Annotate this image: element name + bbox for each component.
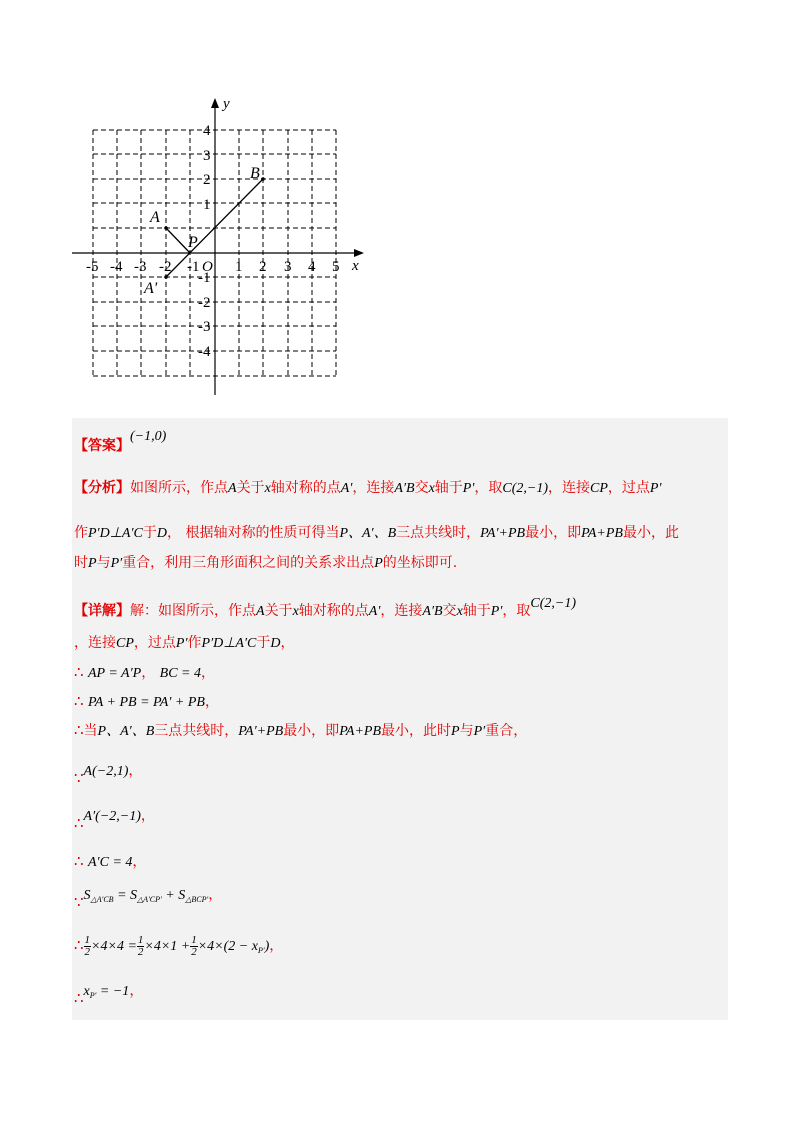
math: P′ xyxy=(490,604,503,619)
text: 如图所示，作点 xyxy=(130,480,228,496)
detail-line-4 xyxy=(74,690,219,714)
x-tick: -5 xyxy=(86,259,99,275)
math: P′ xyxy=(175,636,188,651)
text: 解：如图所示，作点 xyxy=(130,603,256,619)
math: CP xyxy=(590,481,608,496)
text: 于 xyxy=(142,525,157,541)
text: 重合，利用三角形面积之间的关系求出点 xyxy=(122,555,375,571)
therefore-symbol: ∴ xyxy=(74,852,84,870)
text: ，连接 xyxy=(74,635,116,651)
label-a: A xyxy=(150,209,160,226)
math: A xyxy=(256,604,265,619)
math: CP xyxy=(116,636,134,651)
text: 于 xyxy=(256,635,271,651)
answer-label: 【答案】 xyxy=(74,438,130,454)
analysis-label: 【分析】 xyxy=(74,480,130,496)
y-axis-label: y xyxy=(223,96,230,112)
math: P′ xyxy=(473,724,486,739)
math: PA + PB = PA′ + PB xyxy=(88,695,205,710)
math: A′B xyxy=(422,604,443,619)
point-a xyxy=(164,226,168,230)
text: 交 xyxy=(414,480,429,496)
detail-line-9 xyxy=(74,884,222,913)
text: ， xyxy=(201,665,216,681)
math: P、A′、B xyxy=(97,724,155,739)
text: 最小，即 xyxy=(283,723,340,739)
text: 交 xyxy=(442,603,457,619)
text: 关于 xyxy=(264,603,293,619)
text: 关于 xyxy=(236,480,265,496)
y-tick: -1 xyxy=(198,270,211,286)
math: D xyxy=(270,636,281,651)
text: ， xyxy=(129,983,144,999)
fraction-half xyxy=(84,935,92,958)
math: = −1 xyxy=(96,984,130,999)
text: ， xyxy=(204,694,219,710)
therefore-symbol: ∴ xyxy=(74,989,84,1007)
x-tick: 5 xyxy=(332,259,340,275)
text: ， xyxy=(280,635,295,651)
math: C(2,−1) xyxy=(530,596,577,611)
x-tick: 2 xyxy=(259,259,267,275)
math: PA+PB xyxy=(339,724,382,739)
y-tick: -3 xyxy=(198,319,211,335)
fraction-half xyxy=(190,935,198,958)
label-b: B xyxy=(250,165,260,182)
denominator: 2 xyxy=(191,945,197,958)
math: PA′+PB xyxy=(480,526,526,541)
math: x xyxy=(428,481,435,496)
math: A′B xyxy=(394,481,415,496)
math: A′(−2,−1) xyxy=(83,809,141,824)
detail-line-7 xyxy=(74,805,155,834)
numerator: 1 xyxy=(191,933,197,946)
detail-line-8 xyxy=(74,850,146,874)
text: 重合， xyxy=(485,723,528,739)
coordinate-graph xyxy=(60,90,380,410)
analysis-line-3 xyxy=(74,552,457,575)
x-axis-arrow xyxy=(354,249,364,257)
therefore-symbol: ∴ xyxy=(74,663,84,681)
text: ，连接 xyxy=(352,480,395,496)
x-tick: -3 xyxy=(134,259,147,275)
y-tick: 1 xyxy=(203,197,211,213)
point-b xyxy=(261,177,265,181)
denominator: 2 xyxy=(84,945,91,958)
text: 最小，此时 xyxy=(381,723,452,739)
analysis-line-2 xyxy=(74,522,679,545)
text: ， xyxy=(128,763,143,779)
math-subscript: △A′CP′ xyxy=(137,895,162,904)
analysis-line-1 xyxy=(74,477,662,500)
text: 时 xyxy=(74,555,88,571)
math: ×4×4 = xyxy=(91,939,137,954)
text: 三点共线时， xyxy=(154,723,239,739)
detail-line-11 xyxy=(74,980,143,1009)
math: x xyxy=(83,984,90,999)
math: ×4×(2 − x xyxy=(197,939,258,954)
math-subscript: P′ xyxy=(89,991,97,1000)
denominator: 2 xyxy=(137,945,144,958)
text: 轴于 xyxy=(462,603,491,619)
math: P′ xyxy=(110,556,123,571)
x-tick: 4 xyxy=(308,259,316,275)
math: BC = 4 xyxy=(159,666,202,681)
text: 轴对称的点 xyxy=(298,603,369,619)
math: P′ xyxy=(649,481,662,496)
text: ， xyxy=(132,854,147,870)
text: 三点共线时， xyxy=(396,525,481,541)
text: 当 xyxy=(83,723,98,739)
label-aprime: A' xyxy=(144,280,158,297)
math: P、A′、B xyxy=(339,526,397,541)
text: ， xyxy=(208,887,223,903)
math: ) xyxy=(264,939,270,954)
segment-a-p xyxy=(166,228,190,253)
detail-line-3 xyxy=(74,661,215,685)
point-aprime xyxy=(164,275,168,279)
x-axis-label: x xyxy=(352,258,359,274)
origin-label: O xyxy=(202,259,213,275)
math-subscript: P′ xyxy=(257,946,265,955)
therefore-symbol: ∴ xyxy=(74,814,84,832)
math: = S xyxy=(113,888,138,903)
y-tick: -2 xyxy=(198,295,211,311)
detail-label: 【详解】 xyxy=(74,603,130,619)
math: P′ xyxy=(462,481,475,496)
math: P′D⊥A′C xyxy=(201,636,257,651)
x-tick: -1 xyxy=(187,259,200,275)
math: A xyxy=(228,481,237,496)
y-axis-arrow xyxy=(211,98,219,108)
math: S xyxy=(83,888,91,903)
because-symbol: ∵ xyxy=(74,893,84,911)
math: P xyxy=(88,556,97,571)
because-symbol: ∵ xyxy=(74,769,84,787)
text: ， xyxy=(141,665,160,681)
math: AP = A′P xyxy=(88,666,142,681)
math: P′D⊥A′C xyxy=(88,526,143,541)
math: P xyxy=(451,724,460,739)
y-tick: -4 xyxy=(198,344,211,360)
therefore-symbol: ∴ xyxy=(74,936,84,954)
math: x xyxy=(292,604,299,619)
text: 与 xyxy=(459,723,474,739)
therefore-symbol: ∴ xyxy=(74,692,84,710)
text: 轴对称的点 xyxy=(270,480,341,496)
y-tick: 4 xyxy=(203,123,211,139)
label-p: P xyxy=(188,234,198,251)
text: 轴于 xyxy=(434,480,463,496)
detail-line-5 xyxy=(74,719,527,743)
text: ，过点 xyxy=(607,480,650,496)
math: + S xyxy=(161,888,186,903)
math: A′C = 4 xyxy=(88,855,133,870)
detail-line-2 xyxy=(74,632,295,655)
x-tick: -4 xyxy=(110,259,123,275)
y-tick: 3 xyxy=(203,148,211,164)
text: ， 根据轴对称的性质可得当 xyxy=(167,525,340,541)
math: A(−2,1) xyxy=(83,764,129,779)
text: ，连接 xyxy=(548,480,591,496)
math: A′ xyxy=(368,604,381,619)
answer-value: (−1,0) xyxy=(130,429,167,444)
text: 与 xyxy=(96,555,111,571)
text: 最小，此 xyxy=(622,525,679,541)
detail-line-10 xyxy=(74,930,283,966)
math: D xyxy=(156,526,167,541)
text: ，取 xyxy=(502,603,531,619)
text: 最小，即 xyxy=(525,525,582,541)
text: 作 xyxy=(187,635,202,651)
math-subscript: △A′CB xyxy=(90,895,114,904)
therefore-symbol: ∴ xyxy=(74,721,84,739)
text: ， xyxy=(269,938,284,954)
math-subscript: △BCP′ xyxy=(185,895,209,904)
math: P xyxy=(374,556,383,571)
x-tick: 1 xyxy=(235,259,243,275)
detail-line-6 xyxy=(74,760,142,789)
math: PA′+PB xyxy=(238,724,284,739)
text: ，过点 xyxy=(133,635,176,651)
math: A′ xyxy=(340,481,353,496)
detail-line-1 xyxy=(74,593,576,623)
x-tick: 3 xyxy=(284,259,292,275)
math: ×4×1 + xyxy=(144,939,191,954)
math: PA+PB xyxy=(581,526,623,541)
numerator: 1 xyxy=(84,933,91,946)
y-tick: 2 xyxy=(203,172,211,188)
text: 作 xyxy=(74,525,88,541)
answer-line xyxy=(74,426,166,457)
text: 的坐标即可. xyxy=(382,555,458,571)
math: x xyxy=(456,604,463,619)
math: C(2,−1) xyxy=(502,481,549,496)
text: ，取 xyxy=(474,480,503,496)
x-tick: -2 xyxy=(159,259,172,275)
math: x xyxy=(264,481,271,496)
numerator: 1 xyxy=(137,933,144,946)
text: ，连接 xyxy=(380,603,423,619)
text: ， xyxy=(140,808,155,824)
